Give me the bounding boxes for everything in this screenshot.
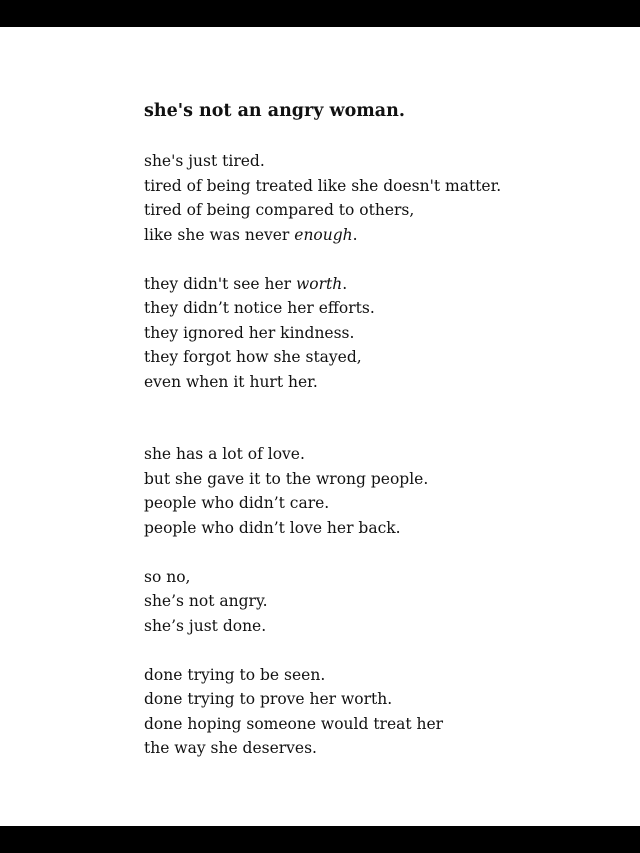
- poem-line: they forgot how she stayed,: [144, 348, 362, 366]
- stanza-gap: [144, 247, 604, 272]
- poem-line-text: .: [352, 225, 358, 244]
- poem-line: people who didn’t care.: [144, 494, 330, 512]
- poem: [144, 98, 604, 761]
- poem-line: she's just tired.: [144, 152, 265, 170]
- poem-line: they ignored her kindness.: [144, 323, 355, 342]
- stanza-4: [144, 565, 604, 639]
- emphasis-worth: worth: [296, 274, 343, 293]
- poem-line: she’s not angry.: [144, 592, 268, 610]
- poem-line-text: like she was never: [144, 225, 295, 244]
- stanza-1: [144, 149, 604, 247]
- poem-line: but she gave it to the wrong people.: [144, 469, 429, 488]
- stanza-gap: [144, 638, 604, 663]
- poem-line: done trying to be seen.: [144, 665, 326, 684]
- poem-line: even when it hurt her.: [144, 372, 318, 391]
- stanza-2: [144, 272, 604, 395]
- poem-line: she has a lot of love.: [144, 445, 305, 463]
- poem-line: people who didn’t love her back.: [144, 518, 401, 537]
- poem-line: done trying to prove her worth.: [144, 690, 393, 708]
- poem-line-text: they didn't see her: [144, 274, 296, 293]
- poem-line: she’s just done.: [144, 616, 267, 635]
- stanza-3: [144, 442, 604, 540]
- stanza-gap: [144, 540, 604, 565]
- poem-line: they didn’t notice her efforts.: [144, 299, 375, 317]
- emphasis-enough: enough: [294, 225, 353, 244]
- poem-line: [144, 223, 604, 248]
- top-letterbox-bar: [0, 0, 640, 27]
- poem-line-text: .: [342, 274, 348, 293]
- poem-line: tired of being compared to others,: [144, 201, 415, 219]
- poem-line: [144, 272, 604, 297]
- poem-title: she's not an angry woman.: [144, 101, 405, 121]
- poem-line: so no,: [144, 567, 191, 586]
- stanza-gap: [144, 394, 604, 442]
- poem-line: tired of being treated like she doesn't matter.: [144, 176, 502, 195]
- stanza-5: [144, 663, 604, 761]
- poem-line: the way she deserves.: [144, 739, 317, 757]
- poem-line: done hoping someone would treat her: [144, 714, 444, 733]
- bottom-letterbox-bar: [0, 826, 640, 853]
